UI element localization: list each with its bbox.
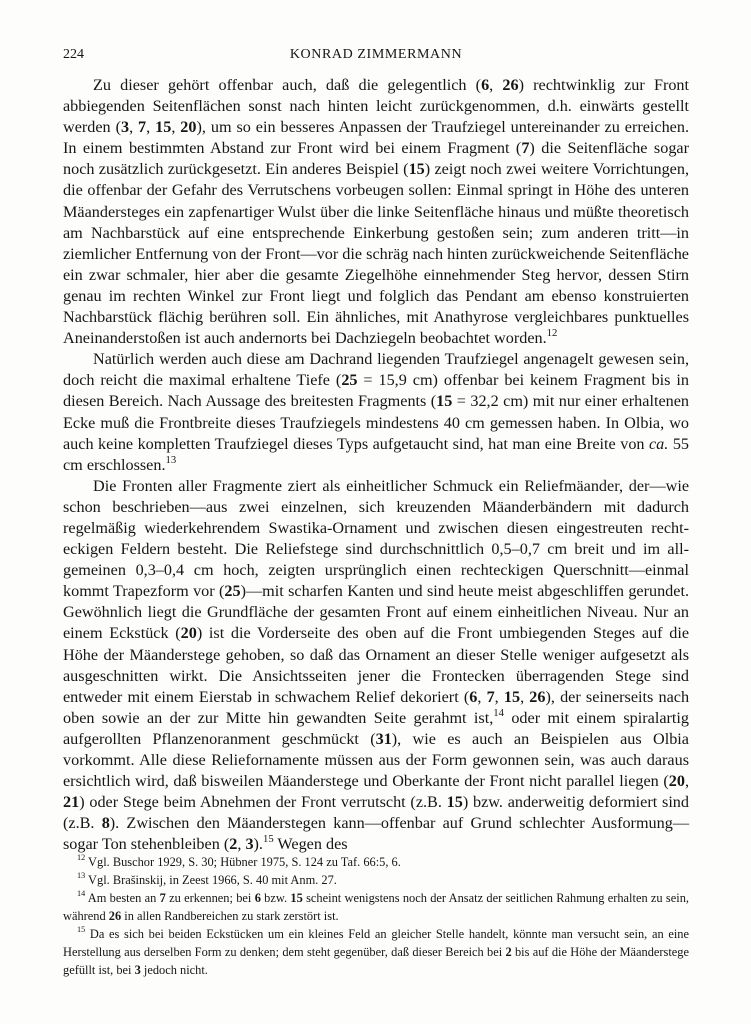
text-run: bzw.	[260, 891, 291, 905]
paragraph	[63, 349, 689, 476]
text-run: )—mit scharfen Kanten und sind heute meist abgeschliffen gerundet. Gewöhnlich liegt die Grundfläche der gesamten Front auf einem einheitlichen Niveau. Nur an einem Eckstück (	[63, 582, 689, 643]
fragment-ref: 7	[486, 687, 495, 706]
running-head: KONRAD ZIMMERMANN	[289, 47, 463, 62]
text-run: oder mit einem spiralartig aufgerollten Pflanzenoranment geschmückt (	[63, 708, 689, 748]
fragment-ref: 6	[254, 891, 261, 905]
text-run: ).	[253, 835, 263, 854]
text-run: ,	[146, 118, 156, 137]
footnote-marker: 15	[77, 925, 86, 935]
fragment-ref: 20	[180, 624, 197, 643]
footnote-marker: 12	[77, 853, 86, 863]
fragment-ref: 20	[668, 772, 685, 791]
fragment-ref: 26	[529, 687, 546, 706]
text-run: ), wie es auch an Beispielen aus Olbia vorkommt. Alle diese Reliefornamente müssen aus der Form gewonnen sein, was auch daraus ersichtlich wird, daß bisweilen Mäanderstege und Oberkante der Front nicht parallel liegen (	[63, 729, 689, 791]
text-run: Vgl. Buschor 1929, S. 30; Hübner 1975, S. 124 zu Taf. 66:5, 6.	[85, 855, 401, 869]
text-run: ,	[477, 687, 487, 706]
text-run: ,	[684, 772, 689, 791]
footnote-marker: 14	[493, 706, 504, 719]
text-run: ), um so ein besseres Anpassen der Traufziegel untereinander zu erreichen. In einem bestimmten Abstand zur Front wird bei einem Fragment (	[63, 118, 690, 158]
paragraph	[63, 476, 689, 856]
text-run: ,	[237, 835, 246, 854]
fragment-ref: 6	[469, 687, 478, 706]
text-run: = 15,9 cm) offenbar bei keinem Fragment bis in diesen Bereich. Nach Aussage des breitesten Fragments (	[63, 371, 689, 411]
fragment-ref: 15	[155, 118, 172, 137]
text-run: Die Fronten aller Fragmente ziert als einheitlicher Schmuck ein Reliefmäander, der—wie schon beschrieben—aus zwei einzelnen, sich kreuzenden Mäanderbändern mit dadurch regelmäßig wiederkehrendem Swastika-Ornament und zwischen diesen eingestreuten rechteckigen Feldern besteht. Die Reliefstege sind durchschnittlich 0,5–0,7 cm breit und im allgemeinen 0,3–0,4 cm hoch, zeigten ursprünglich einen rechteckigen Querschnitt—einmal kommt Trapezform vor (	[63, 476, 689, 601]
text-run: 55 cm erschlossen.	[63, 434, 690, 474]
text-run: in allen Randbereichen zu stark zerstört ist.	[121, 909, 339, 923]
footnote-marker: 12	[546, 327, 558, 340]
footnote	[63, 889, 689, 925]
fragment-ref: 15	[408, 160, 425, 179]
fragment-ref: 31	[375, 729, 392, 748]
text-run: Vgl. Brašinskij, in Zeest 1966, S. 40 mit Anm. 27.	[85, 873, 337, 887]
fragment-ref: 2	[229, 835, 238, 854]
footnote-marker: 15	[262, 833, 274, 846]
text-run: ) ist die Vorderseite des oben auf die Front umbiegenden Steges auf die Höhe der Mäanderstege gehoben, so daß das Ornament an dieser Stelle weniger aufgesetzt als ausgeschnitten wirkt. Die Ansichtsseiten jener die Frontecken überragenden Stege sind entweder mit einem Eierstab in schwachem Relief dekoriert (	[63, 624, 689, 706]
fragment-ref: 3	[245, 835, 254, 854]
text-run: Am besten an	[85, 891, 160, 905]
body-text	[63, 75, 689, 855]
fragment-ref: 7	[521, 139, 530, 158]
text-run: bis auf die Höhe der Mäanderstege gefüllt ist, bei	[63, 945, 690, 977]
fragment-ref: 6	[481, 76, 490, 94]
fragment-ref: 3	[120, 118, 130, 137]
footnote-marker: 13	[165, 453, 177, 466]
text-run: ,	[489, 76, 503, 94]
fragment-ref: 15	[436, 392, 453, 411]
text-run: ) oder Stege beim Abnehmen der Front verrutscht (z.B.	[79, 793, 447, 812]
fragment-ref: 2	[505, 945, 512, 959]
footnote	[63, 871, 689, 889]
fragment-ref: 26	[108, 909, 122, 923]
footnotes	[63, 853, 689, 979]
fragment-ref: 3	[134, 963, 141, 977]
fragment-ref: 15	[503, 687, 521, 706]
fragment-ref: 26	[502, 76, 519, 94]
text-run: zu erkennen; bei	[165, 891, 255, 905]
fragment-ref: 7	[159, 891, 166, 905]
text-run: Wegen des	[273, 835, 348, 854]
fragment-ref: 21	[63, 793, 80, 812]
page-number: 224	[63, 47, 84, 62]
text-run: scheint wenigstens noch der Ansatz der seitlichen Rahmung erhalten zu sein, während	[63, 891, 689, 923]
text-run: ) die Seitenfläche sogar noch zusätzlich zurückgesetzt. Ein anderes Beispiel (	[63, 139, 689, 179]
text-run: ). Zwischen den Mäanderstegen kann—offenbar auf Grund schlechter Ausformung—sogar Ton stehenbleiben (	[63, 814, 690, 854]
text-run: ), der seinerseits nach oben sowie an der zur Mitte hin gewandten Seite gerahmt ist,	[63, 687, 690, 727]
fragment-ref: 8	[101, 814, 110, 833]
footnote	[63, 853, 689, 871]
text-run: ) bzw. anderweitig deformiert sind (z.B.	[63, 793, 689, 833]
text-run: = 32,2 cm) mit nur einer erhaltenen Ecke muß die Frontbreite dieses Traufziegels mindestens 40 cm gemessen haben. In Olbia, wo auch keine kompletten Traufziegel dieses Typs aufgetaucht sind, hat man eine Breite von	[63, 392, 689, 453]
fragment-ref: 25	[224, 582, 241, 601]
fragment-ref: 15	[290, 891, 303, 905]
text-run: Da es sich bei beiden Eckstücken um ein kleines Feld an gleicher Stelle handelt, könnte man versucht sein, an eine Herstellung aus derselben Form zu denken; dem steht gegenüber, daß dieser Bereich bei	[63, 927, 689, 959]
fragment-ref: 25	[341, 371, 358, 390]
footnote-marker: 14	[77, 889, 86, 899]
text-run: Zu dieser gehört offenbar auch, daß die gelegentlich (	[93, 76, 482, 94]
text-run: ,	[171, 118, 181, 137]
fragment-ref: 7	[138, 118, 147, 137]
footnote-marker: 13	[77, 871, 86, 881]
text-run: ) rechtwinklig zur Front abbiegenden Seitenflächen sonst nach hinten leicht zurückgenommen, d.h. einwärts gestellt werden (	[63, 76, 690, 137]
fragment-ref: 15	[446, 793, 463, 812]
italic-text: ca.	[649, 434, 669, 453]
paragraph	[63, 75, 689, 349]
text-run: ) zeigt noch zwei weitere Vorrichtungen, die offenbar der Gefahr des Verrutschens vorbeugen sollen: Einmal springt in Höhe des unteren Mäandersteges ein zapfenartiger Wulst über die linke Seitenfläche hinaus und müßte theoretisch am Nachbarstück auf eine entsprechende Einkerbung gestoßen sein; zum anderen tritt—in ziemlicher Entfernung von der Front—vor die schräg nach hinten zurückweichende Seitenfläche ein zwar schmaler, hier aber die gesamte Ziegelhöhe einnehmender Steg hervor, dessen Stirn genau im rechten Winkel zur Front liegt und folglich das Pendant am ebenso konstruierten Nachbarstück flächig berühren soll. Ein ähnliches, mit Anathyrose vergleichbares punktuelles Aneinanderstoßen ist auch andernorts bei Dachziegeln beobachtet worden.	[63, 160, 689, 348]
text-run: ,	[129, 118, 139, 137]
footnote	[63, 925, 689, 979]
text-run: jedoch nicht.	[140, 963, 208, 977]
text-run: ,	[520, 687, 530, 706]
text-run: ,	[494, 687, 504, 706]
page-header	[63, 47, 689, 67]
fragment-ref: 20	[180, 118, 197, 137]
text-run: Natürlich werden auch diese am Dachrand liegenden Traufziegel angenagelt gewesen sein, doch reicht die maximal erhaltene Tiefe (	[63, 350, 689, 390]
